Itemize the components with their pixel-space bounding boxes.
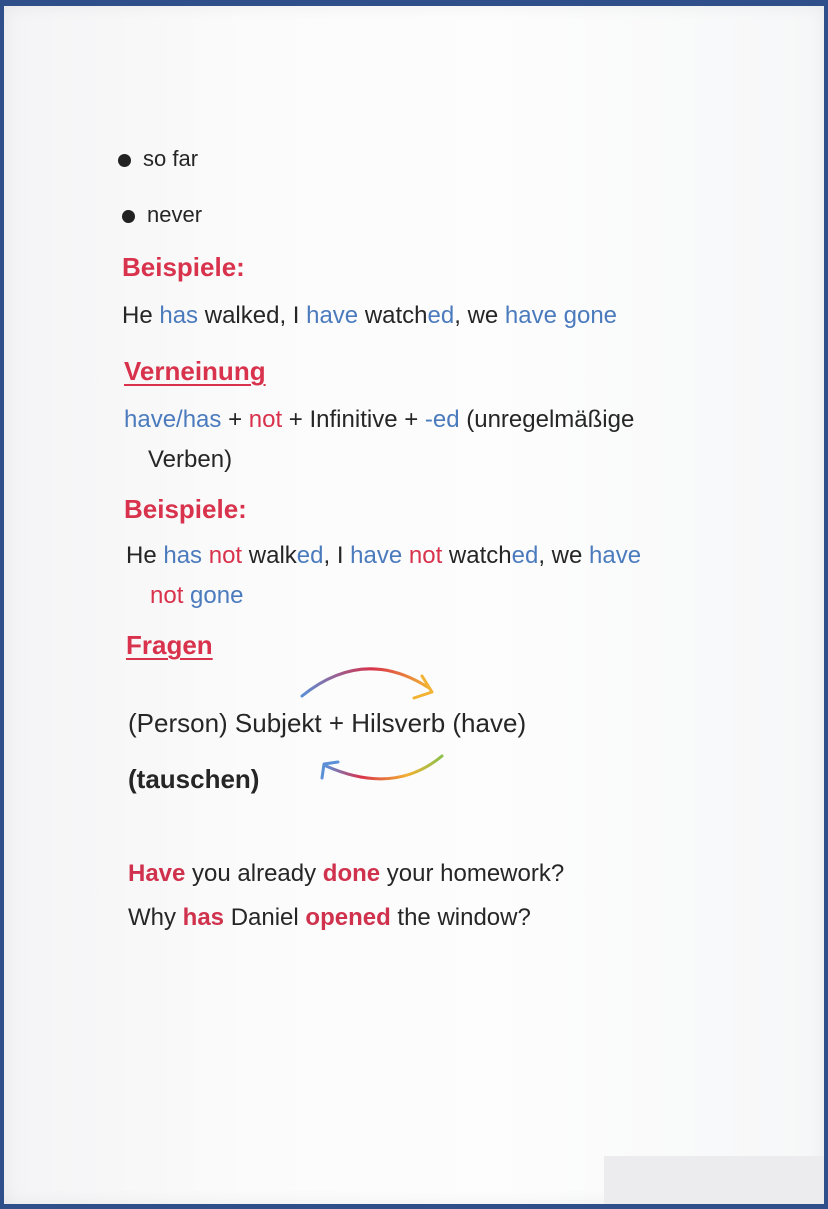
heading-beispiele-2: Beispiele: <box>124 494 247 524</box>
question-example-1: Have you already done your homework? <box>128 860 565 887</box>
heading-fragen: Fragen <box>126 630 213 660</box>
heading-verneinung: Verneinung <box>124 356 266 386</box>
question-example-2: Why has Daniel opened the window? <box>128 904 531 931</box>
bullet-item-never: never <box>122 202 202 228</box>
example-sentence-2-line-1: He has not walked, I have not watched, we have <box>126 542 642 569</box>
negation-rule-line-2: Verben) <box>148 446 233 473</box>
bullet-item-so-far: so far <box>118 146 198 172</box>
heading-beispiele-1: Beispiele: <box>122 252 245 282</box>
example-sentence-1: He has walked, I have watched, we have gone <box>122 302 618 329</box>
question-formula: (Person) Subjekt + Hilsverb (have) <box>128 708 527 738</box>
curved-swap-arrows-icon <box>4 6 824 1204</box>
swap-note: (tauschen) <box>128 764 260 794</box>
negation-rule-line-1: have/has + not + Infinitive + -ed (unregelmäßige <box>124 406 635 433</box>
notebook-page <box>4 6 824 1204</box>
example-sentence-2-line-2: not gone <box>150 582 244 609</box>
